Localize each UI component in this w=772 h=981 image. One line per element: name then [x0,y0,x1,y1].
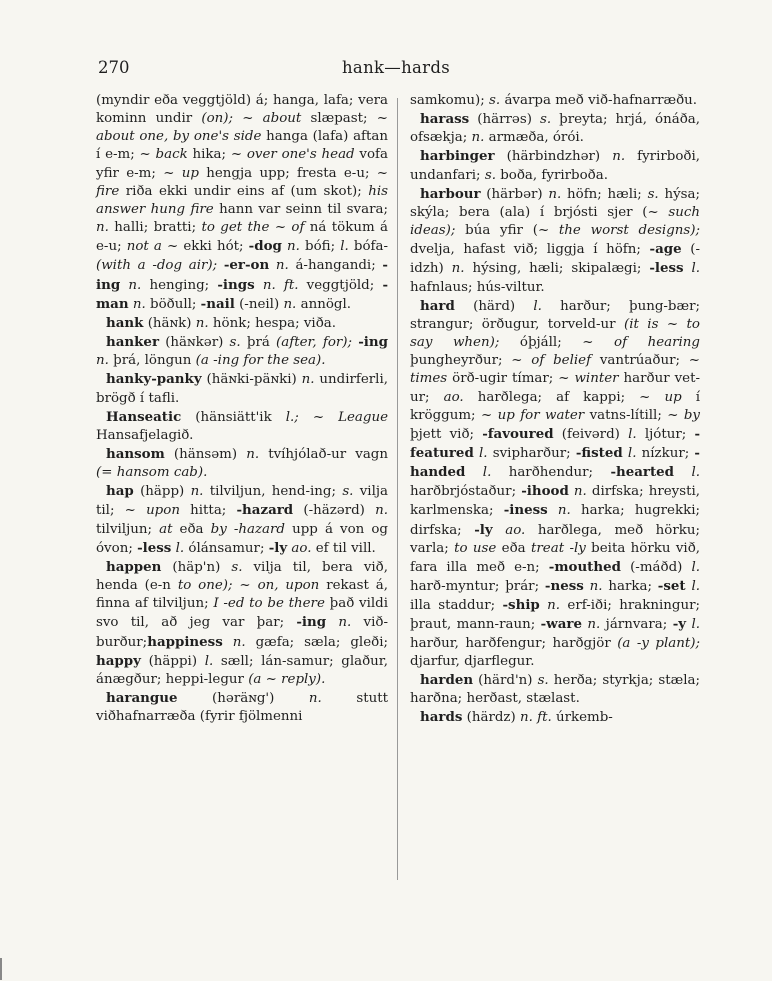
dictionary-entry [410,671,700,708]
derived-form: -ness [544,578,584,595]
entry-text: (häp'n) [161,559,232,575]
italic-text: l.; [285,409,299,425]
entry-text: bófa- [348,239,389,255]
derived-form: -man [96,276,389,312]
derived-form: happiness [147,633,223,650]
italic-text: l. [691,261,701,277]
italic-text: l. [204,653,214,669]
entry-text [674,465,691,480]
entry-text: vofa yfir e-m; ~ [96,147,388,181]
derived-form: -ing [96,257,388,293]
entry-text: harð-myntur; þrár; [410,579,545,595]
entry-text: (-idzh) [410,242,700,277]
derived-form: -hazard [236,502,294,519]
derived-form: -fisted [575,444,623,461]
italic-text: ao. [291,540,312,556]
derived-form: -ly [268,539,288,556]
entry-text: ~ [298,409,339,425]
entry-text: hýsing, hæli; skipalægi; [464,261,650,277]
derived-form: -hearted [610,464,675,481]
italic-text: ao. [505,522,526,538]
entry-text: harðhendur; [491,465,611,481]
entry-text: ef til vill. [311,540,376,556]
italic-text: not a [126,239,162,255]
entry-text: veggtjöld; [298,277,383,293]
entry-text: (-máðd) [620,559,692,575]
headword: harbinger [420,148,495,165]
italic-text: about one, by one's side [96,129,262,145]
italic-text: n. [132,296,146,312]
italic-text: up [664,389,682,405]
italic-text: n. [190,484,204,500]
entry-text: Hansafjelagið. [96,427,194,443]
entry-text [493,523,506,538]
italic-text: to use [454,540,497,556]
entry-text: (feivərd) [553,426,629,442]
entry-text: dirfska; hreysti, karlmenska; [410,484,701,519]
italic-text: ~ such ideas); [410,204,700,239]
headword: harangue [106,690,178,706]
dictionary-entry [96,370,388,407]
derived-form: -ware [540,616,582,633]
italic-text: (on); [201,111,233,127]
italic-text: n. [96,353,109,369]
italic-text: by -hazard [210,521,285,537]
headword: harden [420,671,474,688]
entry-text [217,258,224,273]
entry-text: (-häzərd) [293,503,376,519]
italic-text: s. [342,484,354,500]
italic-text: (after, for); [276,335,353,351]
entry-text: hitta; [179,503,237,519]
headword: happen [106,558,162,575]
italic-text: n. [232,634,246,650]
italic-text: n. [557,503,571,519]
headword: hards [420,709,463,726]
italic-text: (it is ~ to say when); [410,316,700,351]
italic-text: n. [587,617,601,633]
italic-text: back [155,147,188,163]
dictionary-entry [96,314,388,333]
italic-text: (= hansom cab). [96,465,208,481]
derived-form: -less [137,539,172,556]
italic-text: ao. [443,389,464,405]
entry-text: böðull; [145,296,201,312]
entry-text: (häɴkər) [159,335,230,351]
italic-text: n. [96,220,109,236]
entry-text: boða, fyrirboða. [495,167,608,183]
entry-text: vilja til; ~ [96,484,389,519]
entry-text: harðlega, með hörku; varla; [410,522,701,556]
headword: hank [106,314,144,331]
entry-text: annögl. [296,296,351,312]
headword: Hanseatic [106,408,182,425]
entry-text [255,278,263,293]
italic-text: l. [691,465,700,481]
italic-text: l. [691,559,700,575]
entry-text: henging; [141,277,218,293]
italic-text: n. [275,258,289,274]
page-number: 270 [98,58,130,77]
italic-text: n. [548,186,562,202]
italic-text: about [262,111,302,127]
dictionary-entry [410,147,700,184]
italic-text: n. [308,691,322,706]
italic-text: l. [340,239,349,255]
entry-text: vantrúaður; ~ [591,353,700,369]
entry-text: búa yfir ( [455,223,538,239]
entry-text [326,615,338,630]
italic-text: s. [647,186,659,202]
column-divider [397,98,398,880]
entry-text: herða; styrkja; stæla; harðna; herðast, stælast. [410,672,700,706]
entry-text [269,258,276,273]
entry-text: á-hangandi; [288,258,383,274]
entry-text: eða [496,540,532,556]
derived-form: -less [649,260,684,277]
derived-form: -iness [503,502,548,519]
entry-text: riða ekki undir eins af (um skot); [119,183,369,199]
italic-text: times [410,371,448,387]
derived-form: happy [96,652,141,669]
italic-text: l. [533,298,542,314]
entry-text: þungheyrður; ~ [410,353,532,369]
italic-text: winter [574,371,619,387]
entry-text: djarfur, djarflegur. [410,653,535,669]
entry-text: (härd'n) [473,672,538,688]
entry-text: vilja til, bera við, henda (e-n [96,559,388,594]
entry-text: (hänsiätt'ik [181,409,286,425]
dictionary-entry [96,482,388,558]
derived-form: -set [657,578,686,595]
entry-text: samkomu); [410,93,490,108]
derived-form: -ing [296,614,327,631]
entry-text: (härd) [454,298,534,314]
italic-text: n. [547,598,561,614]
derived-form: -handed [410,444,700,481]
italic-text: n. ft. [519,710,552,726]
entry-text: hika; ~ [187,147,247,163]
italic-text: n. [287,239,300,255]
entry-text: ~ ekki hót; [161,239,249,255]
running-head: hank—hards [342,58,450,77]
italic-text: up [181,165,199,181]
entry-text: upp á von og óvon; [96,521,388,556]
italic-text: to get the ~ of [201,220,305,236]
dictionary-entry [96,408,388,445]
entry-text: óþjáll; ~ [499,335,615,351]
dictionary-entry [410,185,700,297]
entry-text: (häɴk) [143,315,196,331]
entry-text: sæll; lán-samur; glaður, ánægður; heppi-legur [96,653,388,687]
italic-text: s. [539,112,552,128]
italic-text: at [159,521,173,537]
entry-text: þreyta; hrjá, ónáða, ofsækja; [410,112,700,146]
entry-text: úrkemb- [551,710,613,726]
entry-text: harðbrjóstaður; [410,484,522,500]
italic-text: n. [301,372,315,388]
italic-text: to one); [177,578,233,594]
derived-form: -y [672,616,687,633]
entry-text: dvelja, hafast við; liggja í höfn; [410,242,650,258]
italic-text: s. [231,559,243,575]
entry-text: beita hörku við, fara illa með e-n; [410,540,701,575]
entry-text: tilviljun; [96,521,160,537]
dictionary-entry [96,689,388,726]
derived-form: -nail [200,295,235,312]
entry-text: tilviljun, hend-ing; [203,484,343,500]
italic-text: n. [451,261,465,277]
italic-text: n. [246,446,260,462]
entry-text: rekast á, finna af tilviljun; [96,578,389,612]
entry-text: (häɴki-päɴki) [201,372,302,388]
italic-text: (a -ing for the sea). [195,353,326,369]
italic-text: s. [489,93,501,108]
italic-text: l. [479,445,488,461]
entry-text: ná tökum á e-u; [96,220,388,255]
left-column [96,92,388,726]
derived-form: -ly [474,521,493,538]
derived-form: -featured [410,425,700,461]
entry-text: örð-ugir tímar; ~ [447,371,575,387]
italic-text: n. [375,503,388,519]
dictionary-entry [96,445,388,482]
entry-text: ávarpa með við-hafnarræðu. [500,93,698,108]
entry-text: (həräɴg') [177,691,309,706]
derived-form: -ship [502,597,540,614]
entry-text: (häpp) [133,484,191,500]
entry-text: hýsa; skýla; bera (ala) í brjósti sjer ( [410,186,700,220]
headword: harbour [420,185,481,202]
italic-text: League [338,409,388,425]
italic-text: n. [589,579,603,595]
entry-text [465,465,482,480]
italic-text: n. [195,315,209,331]
italic-text: on, upon [257,578,320,594]
entry-text: járnvara; [600,617,673,633]
entry-text: undirferli, brögð í tafli. [96,372,388,406]
entry-text: harður, harðfengur; harðgjör [410,635,618,651]
entry-text: harðlega; af kappi; ~ [463,389,665,405]
italic-text: of hearing [614,335,700,351]
derived-form: -favoured [482,425,554,442]
italic-text: upon [146,503,180,519]
entry-text: (härbindzhər) [494,149,613,165]
italic-text: l. [628,426,637,442]
italic-text: (a ~ reply). [248,671,326,687]
entry-text: (härbər) [480,186,549,202]
entry-text: (-neil) [234,296,284,312]
page-edge-mark [0,958,2,980]
headword: hard [420,297,455,314]
entry-text: svipharður; [487,445,576,461]
entry-text: (härrəs) [469,112,540,128]
entry-text: þrá [240,335,277,351]
continued-entry [410,92,700,110]
entry-text: (hänsəm) [164,446,247,462]
headword: hansom [106,445,165,462]
italic-text: l. [175,540,185,556]
dictionary-entry [96,333,388,370]
italic-text: his answer hung fire [96,183,388,217]
entry-text: hönk; hespa; viða. [208,315,337,331]
entry-text: hengja upp; fresta e-u; ~ [198,165,389,181]
derived-form: -dog [248,238,282,255]
entry-text [223,635,233,650]
dictionary-entry [410,297,700,671]
entry-text: illa staddur; [410,598,503,614]
entry-text: tvíhjólað-ur vagn [259,446,389,462]
italic-text: up for water [497,407,585,423]
entry-text: bófi; [299,239,341,255]
entry-text: harka; hugrekki; dirfska; [410,503,700,538]
derived-form: -er-on [223,257,270,274]
entry-text: (härdz) [462,710,520,726]
italic-text: l. [691,579,700,595]
entry-text: stutt viðhafnarræða (fyrir fjölmenni [96,691,388,725]
italic-text: s. [484,167,496,183]
italic-text: treat -ly [531,540,586,556]
entry-text: gæfa; sæla; gleði; [245,634,388,650]
italic-text: n. [573,484,587,500]
entry-text: (myndir eða veggtjöld) á; hanga, lafa; vera kominn undir [96,93,388,127]
italic-text: of belief [531,353,592,369]
entry-text: þjett við; [410,426,483,442]
entry-text: vatns-lítill; ~ [584,407,684,423]
entry-text: (häppi) [140,653,205,669]
entry-text: ljótur; [636,426,695,442]
italic-text: l. [627,445,637,461]
headword: harass [420,111,470,128]
dictionary-entry [96,558,388,689]
italic-text: (with a -dog air); [96,258,218,274]
entry-text: í kröggum; ~ [410,389,701,423]
continued-entry [96,92,388,314]
italic-text: over one's head [246,147,355,163]
entry-text: harka; [602,579,658,595]
entry-text: slæpast; ~ [301,111,388,127]
italic-text: ~ the worst designs); [537,223,700,239]
italic-text: l. [691,617,700,633]
entry-text: erf-iði; hrakningur; þraut, mann-raun; [410,598,701,633]
headword: hanker [106,334,160,351]
italic-text: n. [471,130,485,146]
italic-text: I -ed to be there [213,596,325,612]
entry-text: við-burður; [96,615,388,650]
italic-text: n. [612,149,626,165]
entry-text: halli; bratti; [108,220,202,236]
entry-text: hanga (lafa) aftan í e-m; ~ [96,129,388,163]
italic-text: fire [96,183,120,199]
entry-text: þrá, löngun [108,353,196,369]
italic-text: n. ft. [262,277,299,293]
entry-text: hann var seinn til svara; [213,201,388,217]
entry-text: harður; þung-bær; strangur; örðugur, torveld-ur [410,298,701,332]
entry-text [548,503,558,518]
entry-text: armæða, órói. [484,130,584,146]
entry-text: það vildi svo til, að jeg var þar; [96,596,388,631]
entry-text: fyrirboði, undanfari; [410,149,700,183]
entry-text: ólánsamur; [184,540,269,556]
derived-form: -ihood [521,483,569,500]
italic-text: n. [128,277,142,293]
entry-text: hafnlaus; hús-viltur. [410,279,545,295]
italic-text: n. [338,615,352,631]
dictionary-entry [410,110,700,147]
derived-form: -age [649,241,682,258]
entry-text: ~ [233,111,263,127]
italic-text: by [683,407,700,423]
derived-form: -mouthed [548,558,621,575]
derived-form: -ing [358,334,388,351]
derived-form: -ings [217,276,255,293]
italic-text: n. [283,296,297,312]
italic-text: s. [229,335,241,351]
headword: hanky-panky [106,371,202,388]
italic-text: (a -y plant); [617,635,700,651]
italic-text: l. [482,465,492,481]
entry-text: ~ [232,578,258,594]
right-column [410,92,700,727]
page-header [0,58,772,84]
dictionary-entry [410,708,700,727]
entry-text: harður vet-ur; [410,371,700,405]
italic-text: s. [537,672,549,688]
headword: hap [106,483,134,500]
entry-text: nízkur; [636,445,695,461]
entry-text: höfn; hæli; [561,186,648,202]
entry-text: eða [172,521,211,537]
